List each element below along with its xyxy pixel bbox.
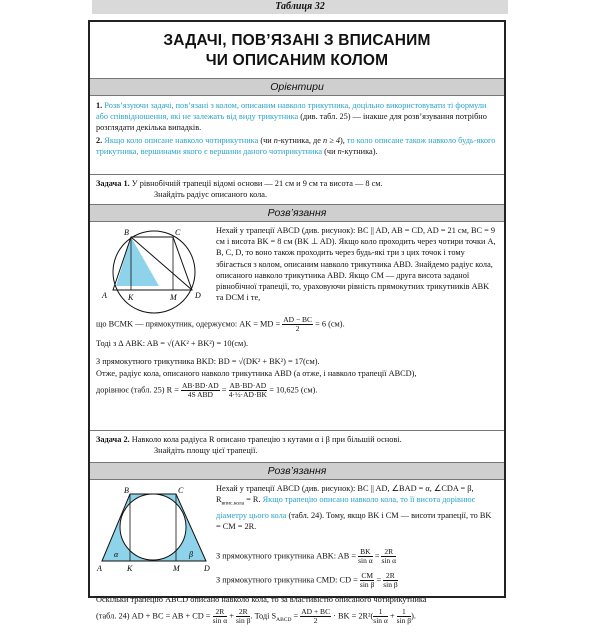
- orient-section: [90, 96, 504, 174]
- denominator: sin β: [396, 616, 412, 625]
- numerator: 2R: [236, 608, 250, 617]
- plain-text: -кутника, де: [277, 135, 323, 145]
- solution-2: [90, 480, 504, 640]
- solution-1-line-bd: З прямокутного трикутника BKD: BD = √(DK² + BK²) = 17(см).: [96, 357, 320, 366]
- highlight-text: Якщо коло описане навколо чотирикутника: [104, 135, 259, 145]
- numerator: AD − BC: [283, 315, 313, 324]
- denominator: sin α: [381, 556, 397, 565]
- solution-1: [90, 222, 504, 430]
- text: Нехай у трапеції ABCD (див. рисунок): BC || AD, ∠BAD = α, ∠CDA = β, R: [216, 484, 474, 505]
- highlight-text: Розв’язуючи задачі, пов’язані з колом, описаним навколо трикутника, доцільно використовувати ті формули або співвідношення, які не залежать від виду трикутника: [96, 101, 487, 122]
- task-text-2: Знайдіть площу цієї трапеції.: [154, 446, 258, 456]
- item-number: 2.: [96, 135, 105, 145]
- plain-text: -кутника).: [341, 146, 378, 156]
- fraction: [373, 608, 388, 625]
- solution-2-line-property: Оскільки трапецію ABCD описано навколо кола, то за властивістю описаного чотирикутника: [96, 595, 427, 604]
- label-m: M: [170, 293, 177, 302]
- var-n: n: [337, 146, 342, 156]
- label-alpha: α: [114, 550, 119, 559]
- label-b: B: [124, 486, 129, 495]
- title-line-2: ЧИ ОПИСАНИМ КОЛОМ: [205, 52, 389, 69]
- task-1: [90, 174, 504, 204]
- task-label: Задача 2.: [96, 435, 130, 444]
- label-m: M: [173, 564, 180, 573]
- label-a: A: [102, 291, 107, 300]
- plain-text: (див. табл. 25) — інакше для розв’язування потрібно розглядати декілька випадків.: [96, 112, 487, 133]
- plain-text: ),: [340, 135, 347, 145]
- numerator: AB·BD·AD: [229, 381, 267, 390]
- solution-2-line-area: [96, 608, 498, 626]
- fraction: [397, 608, 411, 625]
- denominator: 4·½·AD·BK: [228, 390, 267, 399]
- solution-1-band: Розв’язання: [90, 204, 504, 222]
- fraction: [213, 608, 228, 625]
- text: =: [219, 385, 229, 395]
- denominator: sin β: [235, 616, 251, 625]
- label-k: K: [127, 564, 133, 573]
- text: З прямокутного трикутника CMD: CD =: [216, 575, 360, 585]
- numerator: BK: [358, 548, 373, 557]
- title-line-1: ЗАДАЧІ, ПОВ’ЯЗАНІ З ВПИСАНИМ: [163, 32, 431, 49]
- text: (табл. 24) AD + BC = AB + CD =: [96, 611, 213, 621]
- denominator: 4S ABD: [187, 390, 213, 399]
- denominator: sin α: [212, 616, 228, 625]
- denominator: sin α: [373, 616, 388, 625]
- var-n: n: [273, 135, 278, 145]
- fraction: [383, 572, 397, 589]
- text: = 6 (см).: [313, 319, 345, 329]
- label-d: D: [204, 564, 210, 573]
- plain-text: (чи: [258, 135, 274, 145]
- task-text: Навколо кола радіуса R описано трапецію з кутами α і β при більшій основі.: [129, 435, 402, 444]
- highlight-text: Якщо трапецію описано навколо кола, то її висота дорівнює діаметру цього кола: [216, 495, 476, 521]
- fraction: [181, 382, 220, 399]
- text: =: [291, 611, 301, 621]
- fraction: [360, 572, 374, 589]
- numerator: AD + BC: [301, 607, 331, 616]
- solution-2-line-ab: [216, 548, 498, 565]
- text: З прямокутного трикутника ABK: AB =: [216, 551, 359, 561]
- numerator: 1: [373, 608, 388, 617]
- label-c: C: [178, 486, 184, 495]
- numerator: CM: [361, 571, 373, 580]
- denominator: 2: [313, 616, 318, 625]
- label-b: B: [124, 228, 129, 237]
- orient-item-2: [96, 135, 498, 157]
- subscript: ABCD: [276, 617, 292, 624]
- solution-2-band: Розв’язання: [90, 462, 504, 480]
- text: +: [387, 611, 397, 621]
- text: = R.: [244, 495, 263, 505]
- denominator: sin β: [383, 580, 398, 589]
- fraction: [381, 548, 396, 565]
- trapezoid-figure-1: [96, 226, 214, 316]
- numerator: AB·BD·AD: [182, 381, 219, 390]
- text: =: [372, 551, 382, 561]
- label-k: K: [128, 293, 134, 302]
- text: +: [227, 611, 236, 621]
- numerator: 2R: [213, 608, 228, 617]
- task-2: [90, 430, 504, 462]
- text: (табл. 24). Тому, якщо BK і CM — висоти трапеції, то BK = CM = 2R.: [216, 511, 492, 532]
- text: =: [374, 575, 384, 585]
- text: ).: [411, 611, 416, 621]
- item-number: 1.: [96, 101, 105, 110]
- trapezoid-figure-2: [96, 486, 214, 574]
- numerator: 2R: [383, 572, 397, 581]
- label-a: A: [97, 564, 102, 573]
- denominator: 2: [295, 324, 300, 333]
- task-label: Задача 1.: [96, 179, 130, 188]
- plain-text: (чи: [322, 146, 338, 156]
- fraction: [236, 608, 250, 625]
- solution-1-line-ab: Тоді з Δ ABK: AB = √(AK² + BK²) = 10(см).: [96, 339, 249, 348]
- solution-1-paragraph: Нехай у трапеції ABCD (див. рисунок): BC || AD, AB = CD, AD = 21 см, BC = 9 см і висота BK = 8 см (BK ⊥ AD). Якщо коло проходить через чотири точки A, B, C, D, то воно також проходить через будь-які три з цих точок і тому збігається з колом, описаним навколо трикутника ABD. Знайдемо радіус кола, описаного навколо трикутника ABD. Якщо CM — друга висота заданої рівнобічної трапеції, то, ураховуючи рівність прямокутних трикутників ABK та DCM і те,: [216, 226, 496, 303]
- text: = 10,625 (см).: [267, 385, 318, 395]
- denominator: sin β: [359, 580, 375, 589]
- numerator: 2R: [381, 548, 396, 557]
- fraction: [300, 608, 331, 625]
- page-title: [90, 22, 504, 78]
- text: · BK = 2R²(: [331, 611, 374, 621]
- text: що BCMK — прямокутник, одержуємо: AK = MD =: [96, 319, 283, 329]
- denominator: sin α: [358, 556, 373, 565]
- solution-2-line-cd: [216, 572, 498, 589]
- fraction: [229, 382, 268, 399]
- label-c: C: [175, 228, 181, 237]
- solution-1-line-formula: [96, 382, 498, 399]
- task-text: У рівнобічній трапеції відомі основи — 21 см и 9 см та висота — 8 см.: [129, 179, 383, 188]
- inequality: n ≥ 4: [323, 135, 340, 145]
- text: дорівнює (табл. 25) R =: [96, 385, 181, 395]
- highlight-text: то коло описане також навколо будь-якого трикутника, вершинами якого є вершини даного чотирикутника: [96, 135, 496, 156]
- label-d: D: [195, 291, 201, 300]
- table-frame: [88, 20, 506, 625]
- subscript: впис.кола: [221, 500, 245, 507]
- fraction: [358, 548, 373, 565]
- label-beta: β: [189, 550, 193, 559]
- solution-1-line-radius: Отже, радіус кола, описаного навколо трикутника ABD (а отже, і навколо трапеції ABCD),: [96, 369, 417, 378]
- numerator: 1: [397, 608, 411, 617]
- text: . Тоді S: [250, 611, 277, 621]
- orient-band: Орієнтири: [90, 78, 504, 96]
- fraction: [282, 316, 313, 333]
- solution-2-paragraph: [216, 483, 498, 532]
- solution-1-line-ak: [96, 316, 498, 333]
- table-label: Таблиця 32: [92, 0, 508, 14]
- orient-item-1: [96, 100, 498, 134]
- task-text-2: Знайдіть радіус описаного кола.: [154, 190, 268, 200]
